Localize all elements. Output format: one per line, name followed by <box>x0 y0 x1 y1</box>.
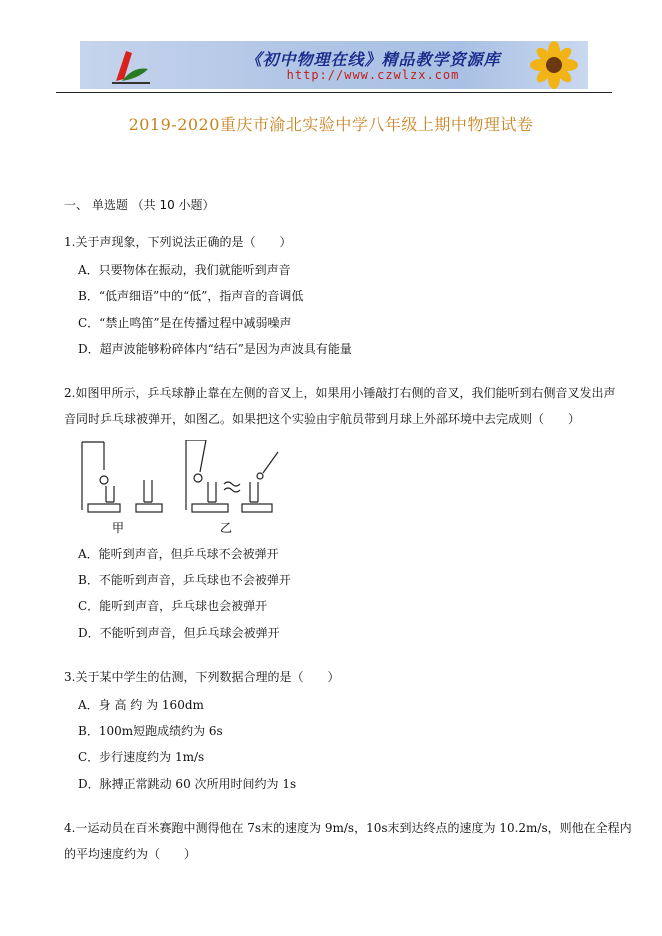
document-title: 2019-2020重庆市渝北实验中学八年级上期中物理试卷 <box>128 115 534 134</box>
question-1-stem: 1.关于声现象，下列说法正确的是（ ） <box>64 235 292 249</box>
question-1-option-b: B．“低声细语”中的“低”，指声音的音调低 <box>78 289 304 303</box>
sunflower-icon <box>516 41 586 89</box>
question-2-stem-line-2: 音同时乒乓球被弹开，如图乙。如果把这个实验由宇航员带到月球上外部环境中去完成则（ ） <box>64 412 581 426</box>
question-3-option-a: A．身 高 约 为 160dm <box>78 698 204 712</box>
banner-title: 《初中物理在线》精品教学资源库 <box>245 50 501 69</box>
question-2-option-a: A．能听到声音，但乒乓球不会被弹开 <box>78 547 279 561</box>
question-3-option-b: B．100m短跑成绩约为 6s <box>78 724 223 738</box>
section-heading: 一、 单选题 （共 10 小题） <box>64 198 215 212</box>
header-banner <box>80 41 588 89</box>
tuning-fork-figure <box>78 440 288 540</box>
question-3-option-d: D．脉搏正常跳动 60 次所用时间约为 1s <box>78 777 297 791</box>
question-3-option-c: C．步行速度约为 1m/s <box>78 750 205 764</box>
question-4-stem-line-1: 4.一运动员在百米赛跑中测得他在 7s末的速度为 9m/s，10s末到达终点的速度为 10.2m/s，则他在全程内 <box>64 821 632 835</box>
header-divider <box>56 92 612 93</box>
question-1-option-a: A．只要物体在振动，我们就能听到声音 <box>78 263 291 277</box>
question-1-option-d: D．超声波能够粉碎体内“结石”是因为声波具有能量 <box>78 342 352 356</box>
question-3-stem: 3.关于某中学生的估测，下列数据合理的是（ ） <box>64 670 340 684</box>
site-logo-icon <box>108 45 154 85</box>
figure-label-jia: 甲 <box>112 521 125 535</box>
figure-label-yi: 乙 <box>220 521 233 535</box>
question-2-option-c: C．能听到声音，乒乓球也会被弹开 <box>78 599 268 613</box>
question-2-option-d: D．不能听到声音，但乒乓球会被弹开 <box>78 626 280 640</box>
question-2-option-b: B．不能听到声音，乒乓球也不会被弹开 <box>78 573 291 587</box>
question-1-option-c: C．“禁止鸣笛”是在传播过程中减弱噪声 <box>78 316 292 330</box>
question-2-stem-line-1: 2.如图甲所示，乒乓球静止靠在左侧的音叉上，如果用小锤敲打右侧的音叉，我们能听到右侧音叉发出声 <box>64 386 616 400</box>
banner-url: http://www.czwlzx.com <box>286 68 460 82</box>
question-4-stem-line-2: 的平均速度约为（ ） <box>64 847 197 861</box>
